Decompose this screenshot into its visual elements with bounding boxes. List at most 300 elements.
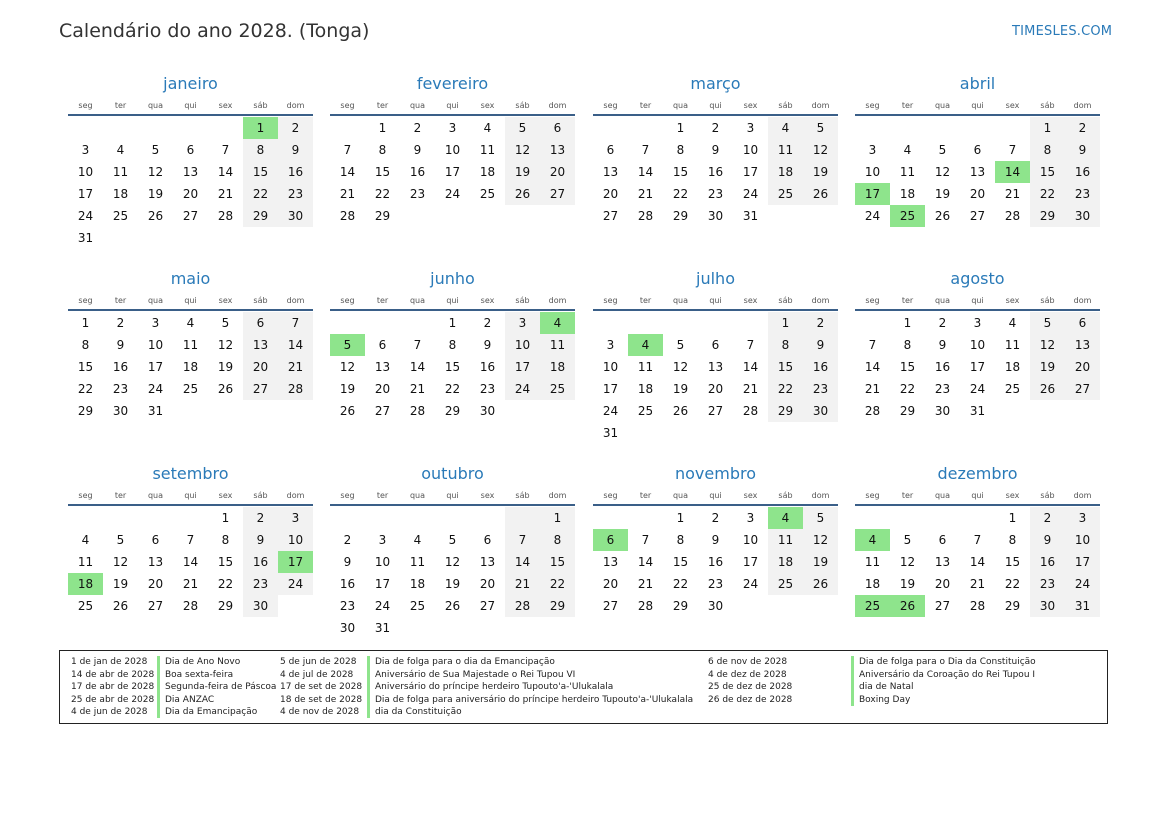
day-cell: 7 — [278, 312, 313, 334]
day-cell: 12 — [934, 165, 951, 179]
day-cell: 17 — [742, 555, 759, 569]
day-cell: 22 — [672, 187, 689, 201]
day-cell: 23 — [934, 382, 951, 396]
day-cell: 6 — [1065, 312, 1100, 334]
empty-cell — [103, 227, 138, 249]
day-cell: 28 — [969, 599, 986, 613]
day-cell: 13 — [147, 555, 164, 569]
day-cell: 29 — [1030, 205, 1065, 227]
week-row — [593, 117, 838, 139]
week-row — [68, 139, 313, 161]
empty-cell — [505, 205, 540, 227]
empty-cell — [505, 400, 540, 422]
day-cell: 28 — [182, 599, 199, 613]
day-cell: 18 — [637, 382, 654, 396]
day-cell: 4 — [903, 143, 912, 157]
legend-holiday: Dia ANZAC — [165, 694, 215, 705]
weekday-label: dom — [811, 491, 830, 500]
day-cell: 20 — [243, 356, 278, 378]
day-cell: 22 — [1004, 577, 1021, 591]
day-cell: 10 — [505, 334, 540, 356]
week-row — [855, 573, 1100, 595]
day-cell: 3 — [151, 316, 160, 330]
month-setembro — [68, 463, 313, 617]
day-cell: 22 — [243, 183, 278, 205]
day-cell: 17 — [147, 360, 164, 374]
day-cell: 11 — [182, 338, 199, 352]
holiday-day-cell: 5 — [330, 334, 365, 356]
empty-cell — [593, 507, 628, 529]
day-cell: 29 — [672, 209, 689, 223]
day-cell: 2 — [278, 117, 313, 139]
month-name: janeiro — [163, 74, 218, 93]
empty-cell — [103, 117, 138, 139]
week-row — [330, 312, 575, 334]
day-cell: 9 — [116, 338, 125, 352]
weekday-label: sáb — [1040, 296, 1055, 305]
legend-marker — [367, 656, 370, 718]
weekday-header — [855, 99, 1100, 113]
weekday-label: sex — [743, 491, 758, 500]
day-cell: 1 — [676, 511, 685, 525]
empty-cell — [278, 400, 313, 422]
holiday-day-cell: 18 — [68, 573, 103, 595]
day-cell: 7 — [221, 143, 230, 157]
week-row — [68, 595, 313, 617]
day-cell: 23 — [1030, 573, 1065, 595]
day-cell: 28 — [637, 599, 654, 613]
week-row — [593, 529, 838, 551]
day-cell: 19 — [803, 551, 838, 573]
legend-col3-dates — [708, 656, 792, 706]
week-row — [68, 529, 313, 551]
day-cell: 16 — [1065, 161, 1100, 183]
day-cell: 10 — [742, 143, 759, 157]
weekday-label: qua — [672, 491, 689, 500]
weekday-label: ter — [901, 296, 914, 305]
empty-cell — [470, 205, 505, 227]
day-cell: 21 — [409, 382, 426, 396]
day-cell: 19 — [672, 382, 689, 396]
day-cell: 3 — [973, 316, 982, 330]
empty-cell — [768, 205, 803, 227]
holiday-day-cell: 25 — [890, 205, 925, 227]
day-cell: 21 — [864, 382, 881, 396]
day-cell: 21 — [637, 577, 654, 591]
week-row — [330, 378, 575, 400]
month-julho — [593, 268, 838, 444]
day-cell: 19 — [1030, 356, 1065, 378]
day-cell: 17 — [602, 382, 619, 396]
empty-cell — [505, 507, 540, 529]
week-row — [855, 551, 1100, 573]
day-cell: 21 — [339, 187, 356, 201]
day-cell: 24 — [969, 382, 986, 396]
legend-marker — [157, 656, 160, 718]
week-row — [855, 356, 1100, 378]
day-cell: 6 — [378, 338, 387, 352]
week-row — [330, 139, 575, 161]
legend-date: 5 de jun de 2028 — [280, 657, 357, 667]
empty-cell — [803, 595, 838, 617]
weekday-label: dom — [548, 296, 567, 305]
day-cell: 22 — [1030, 183, 1065, 205]
week-row — [68, 161, 313, 183]
day-cell: 27 — [602, 599, 619, 613]
holiday-day-cell: 6 — [593, 529, 628, 551]
weekday-label: ter — [376, 296, 389, 305]
day-cell: 3 — [868, 143, 877, 157]
empty-cell — [243, 227, 278, 249]
weekday-label: sáb — [515, 101, 530, 110]
day-cell: 13 — [1065, 334, 1100, 356]
day-cell: 9 — [413, 143, 422, 157]
day-cell: 23 — [112, 382, 129, 396]
week-row — [330, 356, 575, 378]
day-cell: 12 — [339, 360, 356, 374]
month-janeiro — [68, 73, 313, 249]
day-cell: 28 — [864, 404, 881, 418]
day-cell: 28 — [1004, 209, 1021, 223]
weekday-label: qui — [709, 296, 722, 305]
header-divider — [330, 504, 575, 506]
day-cell: 14 — [637, 165, 654, 179]
legend-date: 4 de jul de 2028 — [280, 669, 354, 680]
day-cell: 3 — [1065, 507, 1100, 529]
weekday-label: qua — [672, 296, 689, 305]
week-row — [68, 573, 313, 595]
empty-cell — [365, 312, 400, 334]
header-divider — [855, 114, 1100, 116]
week-row — [68, 117, 313, 139]
day-cell: 14 — [182, 555, 199, 569]
day-cell: 20 — [540, 161, 575, 183]
day-cell: 15 — [444, 360, 461, 374]
day-cell: 30 — [707, 209, 724, 223]
week-row — [855, 312, 1100, 334]
day-cell: 7 — [868, 338, 877, 352]
day-cell: 2 — [483, 316, 492, 330]
month-name: outubro — [421, 464, 484, 483]
day-cell: 13 — [374, 360, 391, 374]
day-cell: 19 — [899, 577, 916, 591]
day-cell: 17 — [1065, 551, 1100, 573]
day-cell: 31 — [147, 404, 164, 418]
empty-cell — [330, 507, 365, 529]
week-row — [855, 161, 1100, 183]
weekday-label: sáb — [778, 491, 793, 500]
week-row — [68, 551, 313, 573]
day-cell: 18 — [112, 187, 129, 201]
legend-holiday: Dia de folga para o dia da Emancipação — [375, 657, 555, 667]
day-cell: 23 — [707, 577, 724, 591]
weekday-label: sex — [1005, 101, 1020, 110]
weekday-label: sáb — [515, 491, 530, 500]
weekday-label: sáb — [253, 491, 268, 500]
week-row — [593, 139, 838, 161]
day-cell: 26 — [672, 404, 689, 418]
day-cell: 9 — [711, 143, 720, 157]
day-cell: 28 — [278, 378, 313, 400]
day-cell: 8 — [1030, 139, 1065, 161]
day-cell: 2 — [116, 316, 125, 330]
month-agosto — [855, 268, 1100, 422]
day-cell: 5 — [151, 143, 160, 157]
day-cell: 2 — [243, 507, 278, 529]
week-row — [330, 400, 575, 422]
week-row — [330, 551, 575, 573]
weekday-label: dom — [1073, 296, 1092, 305]
day-cell: 10 — [444, 143, 461, 157]
day-cell: 14 — [969, 555, 986, 569]
weekday-label: seg — [603, 101, 618, 110]
day-cell: 12 — [505, 139, 540, 161]
day-cell: 12 — [444, 555, 461, 569]
weekday-label: sáb — [1040, 491, 1055, 500]
empty-cell — [925, 507, 960, 529]
day-cell: 13 — [479, 555, 496, 569]
day-cell: 21 — [742, 382, 759, 396]
day-cell: 24 — [505, 378, 540, 400]
weekday-label: qui — [709, 101, 722, 110]
empty-cell — [400, 617, 435, 639]
day-cell: 24 — [1065, 573, 1100, 595]
day-cell: 5 — [803, 507, 838, 529]
week-row — [68, 356, 313, 378]
day-cell: 17 — [505, 356, 540, 378]
weekday-header — [593, 99, 838, 113]
week-row — [855, 334, 1100, 356]
empty-cell — [435, 617, 470, 639]
week-row — [855, 183, 1100, 205]
day-cell: 6 — [540, 117, 575, 139]
day-cell: 31 — [602, 426, 619, 440]
day-cell: 18 — [768, 161, 803, 183]
empty-cell — [960, 117, 995, 139]
week-row — [330, 183, 575, 205]
weekday-header — [593, 489, 838, 503]
day-cell: 14 — [505, 551, 540, 573]
weekday-label: qui — [971, 101, 984, 110]
day-cell: 11 — [637, 360, 654, 374]
day-cell: 4 — [768, 117, 803, 139]
day-cell: 27 — [374, 404, 391, 418]
day-cell: 16 — [1030, 551, 1065, 573]
empty-cell — [628, 507, 663, 529]
day-cell: 20 — [969, 187, 986, 201]
legend-holiday: Segunda-feira de Páscoa — [165, 682, 277, 692]
page-title: Calendário do ano 2028. (Tonga) — [59, 20, 370, 42]
day-cell: 21 — [217, 187, 234, 201]
day-cell: 10 — [147, 338, 164, 352]
day-cell: 30 — [1065, 205, 1100, 227]
header-divider — [593, 114, 838, 116]
day-cell: 10 — [77, 165, 94, 179]
day-cell: 5 — [903, 533, 912, 547]
legend-holiday: dia da Constituição — [375, 707, 462, 717]
weekday-label: dom — [286, 491, 305, 500]
header-divider — [68, 309, 313, 311]
weekday-label: qui — [709, 491, 722, 500]
empty-cell — [1030, 400, 1065, 422]
day-cell: 29 — [672, 599, 689, 613]
day-cell: 7 — [343, 143, 352, 157]
day-cell: 29 — [77, 404, 94, 418]
day-cell: 19 — [112, 577, 129, 591]
day-cell: 28 — [409, 404, 426, 418]
day-cell: 1 — [1008, 511, 1017, 525]
day-cell: 3 — [278, 507, 313, 529]
legend-date: 25 de abr de 2028 — [71, 694, 155, 705]
empty-cell — [400, 312, 435, 334]
day-cell: 15 — [540, 551, 575, 573]
holiday-day-cell: 17 — [855, 183, 890, 205]
weekday-header — [593, 294, 838, 308]
legend-holiday: Dia de Ano Novo — [165, 657, 241, 667]
week-row — [68, 507, 313, 529]
day-cell: 27 — [182, 209, 199, 223]
day-cell: 22 — [540, 573, 575, 595]
day-cell: 14 — [864, 360, 881, 374]
header-divider — [330, 309, 575, 311]
day-cell: 21 — [637, 187, 654, 201]
day-cell: 21 — [969, 577, 986, 591]
header-divider — [68, 504, 313, 506]
day-cell: 18 — [899, 187, 916, 201]
day-cell: 15 — [1004, 555, 1021, 569]
empty-cell — [768, 595, 803, 617]
legend-date: 4 de dez de 2028 — [708, 669, 787, 680]
week-row — [68, 334, 313, 356]
day-cell: 20 — [602, 577, 619, 591]
day-cell: 3 — [448, 121, 457, 135]
weekday-label: sáb — [778, 101, 793, 110]
day-cell: 26 — [339, 404, 356, 418]
day-cell: 21 — [278, 356, 313, 378]
week-row — [330, 507, 575, 529]
week-row — [68, 227, 313, 249]
week-row — [593, 573, 838, 595]
weekday-label: qua — [409, 491, 426, 500]
weekday-label: qui — [184, 491, 197, 500]
day-cell: 12 — [147, 165, 164, 179]
day-cell: 23 — [803, 378, 838, 400]
day-cell: 6 — [973, 143, 982, 157]
day-cell: 18 — [540, 356, 575, 378]
day-cell: 20 — [934, 577, 951, 591]
holiday-day-cell: 4 — [540, 312, 575, 334]
day-cell: 12 — [672, 360, 689, 374]
header-divider — [330, 114, 575, 116]
day-cell: 9 — [803, 334, 838, 356]
weekday-label: sex — [1005, 296, 1020, 305]
day-cell: 5 — [676, 338, 685, 352]
day-cell: 5 — [1030, 312, 1065, 334]
day-cell: 9 — [343, 555, 352, 569]
day-cell: 16 — [339, 577, 356, 591]
day-cell: 22 — [444, 382, 461, 396]
day-cell: 14 — [409, 360, 426, 374]
weekday-label: qua — [147, 296, 164, 305]
day-cell: 16 — [479, 360, 496, 374]
day-cell: 11 — [479, 143, 496, 157]
day-cell: 10 — [374, 555, 391, 569]
empty-cell — [173, 117, 208, 139]
day-cell: 30 — [278, 205, 313, 227]
day-cell: 18 — [479, 165, 496, 179]
day-cell: 23 — [707, 187, 724, 201]
day-cell: 9 — [278, 139, 313, 161]
day-cell: 4 — [483, 121, 492, 135]
day-cell: 24 — [742, 577, 759, 591]
empty-cell — [663, 312, 698, 334]
empty-cell — [855, 117, 890, 139]
weekday-label: dom — [811, 101, 830, 110]
month-junho — [330, 268, 575, 422]
month-name: dezembro — [937, 464, 1018, 483]
day-cell: 27 — [602, 209, 619, 223]
day-cell: 29 — [540, 595, 575, 617]
day-cell: 7 — [641, 533, 650, 547]
week-row — [593, 595, 838, 617]
week-row — [855, 400, 1100, 422]
day-cell: 20 — [374, 382, 391, 396]
day-cell: 19 — [505, 161, 540, 183]
week-row — [330, 617, 575, 639]
legend-date: 1 de jan de 2028 — [71, 657, 148, 667]
day-cell: 7 — [186, 533, 195, 547]
day-cell: 9 — [938, 338, 947, 352]
month-name: fevereiro — [416, 74, 489, 93]
empty-cell — [855, 312, 890, 334]
day-cell: 6 — [606, 143, 615, 157]
legend-marker — [851, 656, 854, 706]
day-cell: 27 — [1065, 378, 1100, 400]
weekday-label: ter — [901, 491, 914, 500]
weekday-label: seg — [865, 101, 880, 110]
brand-link[interactable]: TIMESLES.COM — [1012, 24, 1113, 39]
empty-cell — [803, 422, 838, 444]
day-cell: 3 — [378, 533, 387, 547]
empty-cell — [733, 422, 768, 444]
day-cell: 11 — [864, 555, 881, 569]
day-cell: 3 — [746, 511, 755, 525]
weekday-label: seg — [340, 101, 355, 110]
empty-cell — [470, 507, 505, 529]
weekday-label: qui — [446, 296, 459, 305]
holiday-day-cell: 4 — [628, 334, 663, 356]
day-cell: 12 — [112, 555, 129, 569]
day-cell: 31 — [1065, 595, 1100, 617]
day-cell: 16 — [707, 165, 724, 179]
empty-cell — [593, 117, 628, 139]
day-cell: 15 — [217, 555, 234, 569]
day-cell: 2 — [711, 511, 720, 525]
weekday-label: sex — [480, 101, 495, 110]
empty-cell — [400, 507, 435, 529]
day-cell: 31 — [374, 621, 391, 635]
day-cell: 8 — [221, 533, 230, 547]
header-divider — [593, 504, 838, 506]
week-row — [593, 422, 838, 444]
day-cell: 11 — [768, 139, 803, 161]
day-cell: 9 — [1030, 529, 1065, 551]
week-row — [593, 507, 838, 529]
legend-date: 14 de abr de 2028 — [71, 669, 155, 680]
empty-cell — [138, 227, 173, 249]
day-cell: 4 — [1008, 316, 1017, 330]
header-divider — [855, 309, 1100, 311]
